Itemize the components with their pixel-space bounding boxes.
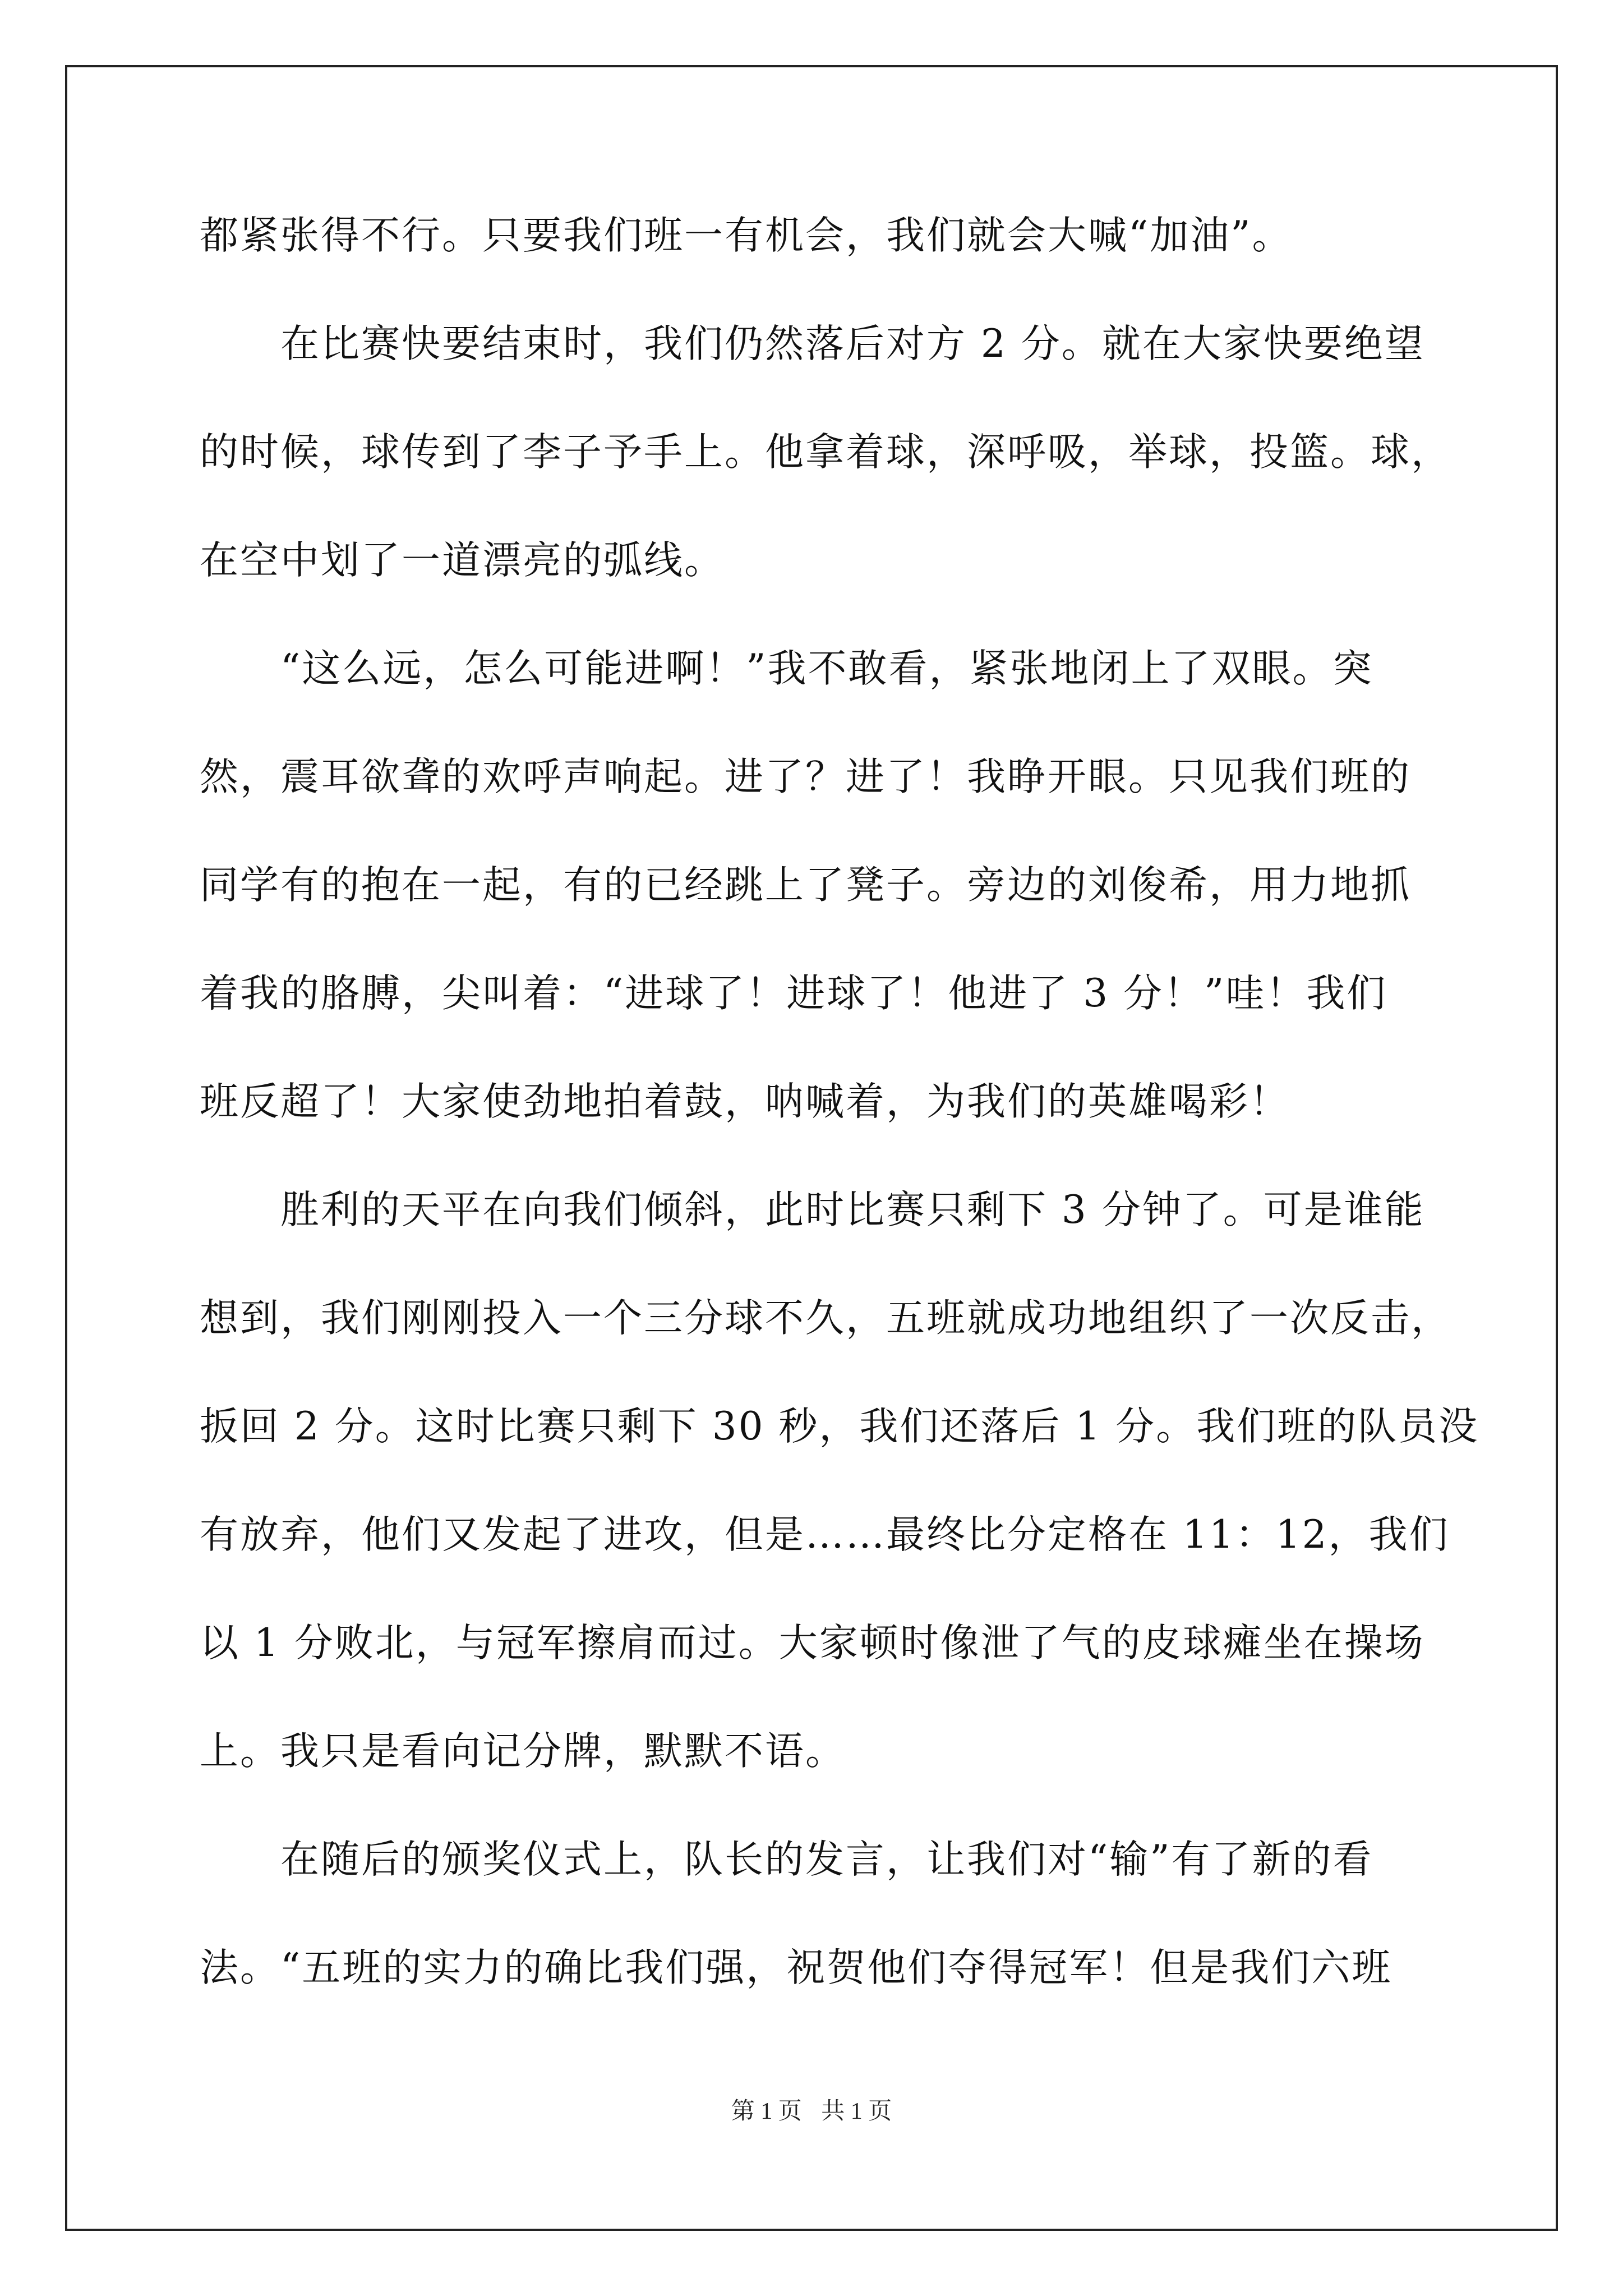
text-line: 有放弃，他们又发起了进攻，但是……最终比分定格在 11：12，我们 bbox=[200, 1512, 1450, 1557]
text-line: 在随后的颁奖仪式上，队长的发言，让我们对“输”有了新的看 bbox=[200, 1837, 1373, 1882]
text-line: “这么远，怎么可能进啊！”我不敢看，紧张地闭上了双眼。突 bbox=[200, 646, 1373, 691]
text-line: 班反超了！大家使劲地拍着鼓，呐喊着，为我们的英雄喝彩！ bbox=[200, 1079, 1290, 1124]
text-line: 着我的胳膊，尖叫着：“进球了！进球了！他进了 3 分！”哇！我们 bbox=[200, 971, 1387, 1016]
text-line: 法。“五班的实力的确比我们强，祝贺他们夺得冠军！但是我们六班 bbox=[200, 1945, 1393, 1990]
text-line: 胜利的天平在向我们倾斜，此时比赛只剩下 3 分钟了。可是谁能 bbox=[200, 1188, 1425, 1232]
text-line: 的时候，球传到了李子予手上。他拿着球，深呼吸，举球，投篮。球， bbox=[200, 430, 1451, 475]
text-line: 同学有的抱在一起，有的已经跳上了凳子。旁边的刘俊希，用力地抓 bbox=[200, 863, 1411, 908]
text-line: 都紧张得不行。只要我们班一有机会，我们就会大喊“加油”。 bbox=[200, 213, 1293, 258]
page-footer bbox=[0, 2092, 1623, 2126]
text-line: 在空中划了一道漂亮的弧线。 bbox=[200, 538, 725, 583]
page-total: 共 1 页 bbox=[821, 2099, 892, 2124]
text-line: 在比赛快要结束时，我们仍然落后对方 2 分。就在大家快要绝望 bbox=[200, 321, 1425, 366]
page-border bbox=[65, 65, 1558, 2231]
page-number: 第 1 页 bbox=[731, 2099, 802, 2124]
text-line: 扳回 2 分。这时比赛只剩下 30 秒，我们还落后 1 分。我们班的队员没 bbox=[200, 1404, 1479, 1449]
text-line: 上。我只是看向记分牌，默默不语。 bbox=[200, 1729, 846, 1774]
text-line: 想到，我们刚刚投入一个三分球不久，五班就成功地组织了一次反击， bbox=[200, 1296, 1451, 1341]
text-line: 以 1 分败北，与冠军擦肩而过。大家顿时像泄了气的皮球瘫坐在操场 bbox=[200, 1621, 1425, 1665]
text-line: 然，震耳欲聋的欢呼声响起。进了？进了！我睁开眼。只见我们班的 bbox=[200, 754, 1411, 799]
